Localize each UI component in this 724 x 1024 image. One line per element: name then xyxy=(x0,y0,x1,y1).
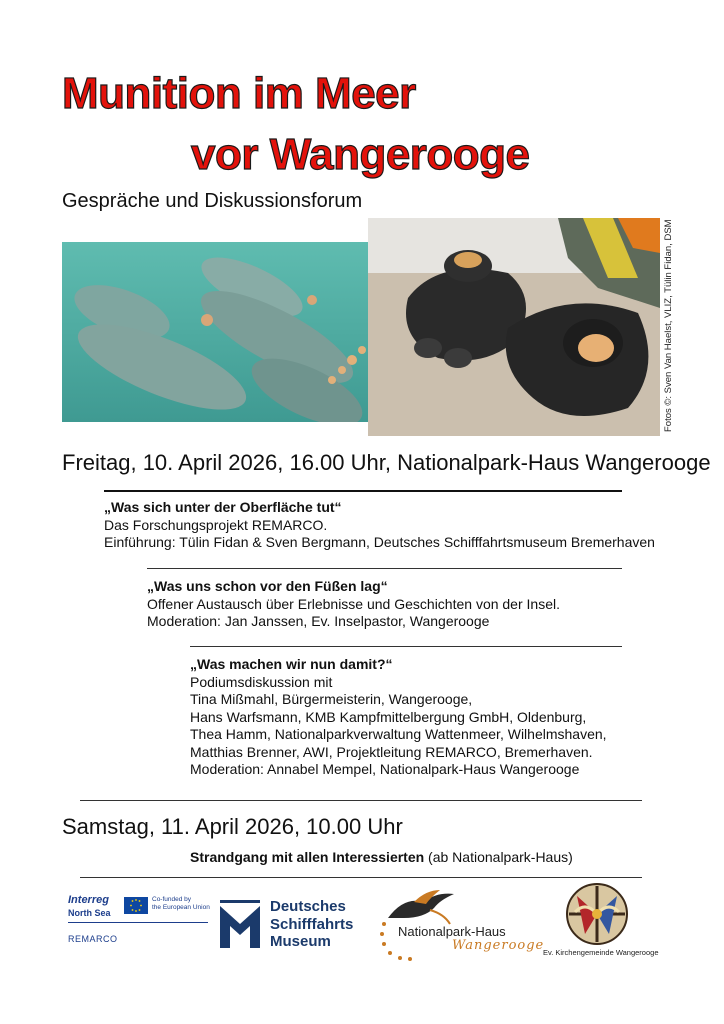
church-logo xyxy=(543,880,661,960)
beach-walk-info xyxy=(190,849,573,865)
session-1-line: Einführung: Tülin Fidan & Sven Bergmann, Deutsches Schifffahrtsmuseum Bremerhaven xyxy=(104,534,655,550)
beach-walk-location: (ab Nationalpark-Haus) xyxy=(424,849,573,865)
divider xyxy=(104,490,622,492)
remarco-label: REMARCO xyxy=(68,934,118,944)
beach-walk-title: Strandgang mit allen Interessierten xyxy=(190,849,425,865)
session-1 xyxy=(104,499,655,552)
interreg-logo xyxy=(64,892,214,952)
session-2 xyxy=(147,578,560,631)
session-1-line: Das Forschungsprojekt REMARCO. xyxy=(104,516,328,533)
session-3 xyxy=(190,656,607,779)
subtitle: Gespräche und Diskussionsforum xyxy=(62,190,363,212)
title-line-2: vor Wangerooge xyxy=(191,130,530,179)
dsm-text-line: Deutsches xyxy=(270,898,346,915)
session-1-title: „Was sich unter der Oberfläche tut“ xyxy=(104,499,342,515)
session-3-line: Tina Mißmahl, Bürgermeisterin, Wangerooge, xyxy=(190,691,473,707)
eu-cofunded-text: Co-funded by the European Union xyxy=(152,896,210,911)
interreg-area: North Sea xyxy=(68,908,111,918)
dsm-text-line: Museum xyxy=(270,933,331,950)
session-2-line: Moderation: Jan Janssen, Ev. Inselpastor, Wangerooge xyxy=(147,613,490,629)
session-3-title: „Was machen wir nun damit?“ xyxy=(190,656,393,672)
session-3-line: Moderation: Annabel Mempel, Nationalpark-Haus Wangerooge xyxy=(190,761,580,777)
dsm-logo xyxy=(218,896,388,954)
logo-divider xyxy=(68,922,208,923)
session-3-line: Podiumsdiskussion mit xyxy=(190,673,333,690)
event-saturday-date: Samstag, 11. April 2026, 10.00 Uhr xyxy=(62,814,403,839)
session-3-line: Matthias Brenner, AWI, Projektleitung REMARCO, Bremerhaven. xyxy=(190,743,593,760)
interreg-wordmark: Interreg xyxy=(68,894,109,906)
stained-glass-window-icon xyxy=(565,882,629,946)
divider xyxy=(190,646,622,647)
nationalpark-haus-place: Wangerooge xyxy=(452,938,545,953)
session-2-title: „Was uns schon vor den Füßen lag“ xyxy=(147,578,388,594)
divider xyxy=(80,877,642,878)
underwater-munition-photo xyxy=(62,242,382,422)
photo-credit: Fotos ©: Sven Van Haelst, VLIZ, Tülin Fidan, DSM xyxy=(663,219,674,432)
session-3-line: Thea Hamm, Nationalparkverwaltung Wattenmeer, Wilhelmshaven, xyxy=(190,726,607,742)
eu-flag-icon xyxy=(124,897,148,914)
divider xyxy=(147,568,622,569)
event-friday-date: Freitag, 10. April 2026, 16.00 Uhr, Nationalpark-Haus Wangerooge xyxy=(62,450,711,475)
title-line-1: Munition im Meer xyxy=(62,69,416,118)
divider xyxy=(80,800,642,801)
dsm-text-line: Schifffahrts xyxy=(270,915,354,933)
church-name: Ev. Kirchengemeinde Wangerooge xyxy=(543,948,659,957)
beach-munition-photo xyxy=(368,218,660,436)
session-3-line: Hans Warfsmann, KMB Kampfmittelbergung GmbH, Oldenburg, xyxy=(190,708,587,725)
dsm-m-icon xyxy=(218,900,262,950)
nationalpark-haus-name: Nationalpark-Haus xyxy=(398,924,506,939)
nationalpark-haus-logo xyxy=(378,888,543,963)
session-2-line: Offener Austausch über Erlebnisse und Geschichten von der Insel. xyxy=(147,595,560,612)
